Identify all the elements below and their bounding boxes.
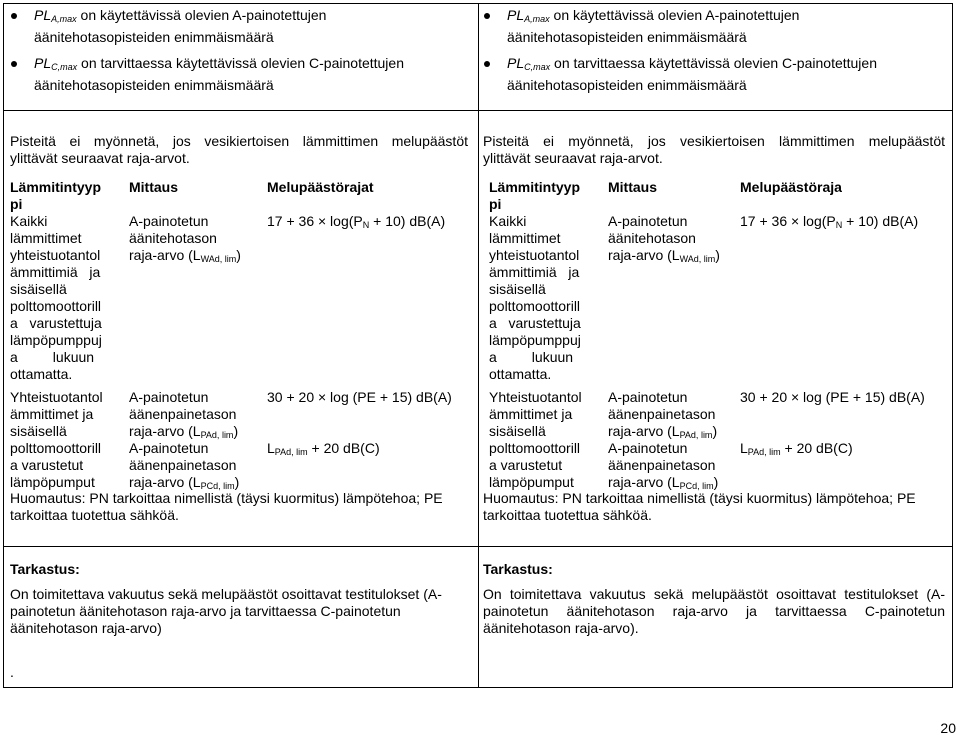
bullet-item: $PL_{C,max}$ on tarvittaessa käytettävissä olevien C-painotettujen äänitehotasopisteiden enimmäismäärä <box>4 55 474 94</box>
bullet-icon <box>484 61 490 67</box>
row2-type: Yhteistuotantol ämmittimet ja sisäisellä polttomoottorill a varustetut lämpöpumput <box>10 389 103 490</box>
check-title: Tarkastus: <box>10 561 80 577</box>
right-note: Huomautus: PN tarkoittaa nimellistä (täysi kuormitus) lämpötehoa; PE tarkoittaa tuotettua sähköä. <box>483 490 916 523</box>
row1-limit: $17 + 36 \times \log(P_N + 10)$ dB(A) <box>267 213 446 230</box>
bullet-item: $PL_{C,max}$ on tarvittaessa käytettävissä olevien C-painotettujen äänitehotasopisteiden enimmäismäärä <box>477 55 947 94</box>
col-header-type: Lämmitintyyp pi <box>10 179 102 212</box>
row-divider <box>4 110 952 111</box>
bullet-item: $PL_{A,max}$ on käytettävissä olevien A-painotettujen äänitehotasopisteiden enimmäismäärä <box>477 7 947 46</box>
left-limits-table <box>10 179 470 499</box>
col-header-measure: Mittaus <box>608 179 657 195</box>
right-limits-table <box>489 179 944 499</box>
row1-measure: A-painotetun äänitehotason raja-arvo $(L_{WAd, lim})$ <box>129 213 241 264</box>
row2-measure: A-painotetun äänenpainetason raja-arvo $(L_{PAd, lim})$ A-painotetun äänenpainetason raja-arvo $(L_{PCd, lim})$ <box>608 389 719 491</box>
row2-limit-c: $L_{PAd, lim} + 20$ dB(C) <box>740 440 853 457</box>
left-bullets <box>4 7 474 103</box>
row2-limit-a: 30 + 20 × log (PE + 15) dB(A) <box>267 389 452 405</box>
row1-measure: A-painotetun äänitehotason raja-arvo $(L_{WAd, lim})$ <box>608 213 720 264</box>
row1-type: Kaikki lämmittimet yhteistuotantol ämmittimiä ja sisäisellä polttomoottorill a varustettuja lämpöpumppuj a lukuun ottamatta. <box>489 213 581 382</box>
bullet-icon <box>484 13 490 19</box>
col-header-type: Lämmitintyyp pi <box>489 179 581 212</box>
row2-limit-a: 30 + 20 × log (PE + 15) dB(A) <box>740 389 925 405</box>
row2-measure: A-painotetun äänenpainetason raja-arvo $(L_{PAd, lim})$ A-painotetun äänenpainetason raja-arvo $(L_{PCd, lim})$ <box>129 389 240 491</box>
bullet-item: $PL_{A,max}$ on käytettävissä olevien A-painotettujen äänitehotasopisteiden enimmäismäärä <box>4 7 474 46</box>
row2-limit-c: $L_{PAd, lim} + 20$ dB(C) <box>267 440 380 457</box>
left-intro: Pisteitä ei myönnetä, jos vesikiertoisen lämmittimen melupäästöt ylittävät seuraavat raja-arvot. <box>10 133 468 166</box>
col-header-measure: Mittaus <box>129 179 178 195</box>
bullet-icon <box>11 61 17 67</box>
column-divider <box>478 4 479 687</box>
left-check: Tarkastus: On toimitettava vakuutus sekä melupäästöt osoittavat testitulokset (A- painotetun äänitehotason raja-arvo ja tarvittaessa C-painotetun äänitehotason raja-arvo) . <box>10 561 470 681</box>
right-bullets <box>477 7 947 103</box>
row1-type: Kaikki lämmittimet yhteistuotantol ämmittimiä ja sisäisellä polttomoottorill a varustettuja lämpöpumppuj a lukuun ottamatta. <box>10 213 102 382</box>
check-title: Tarkastus: <box>483 561 553 577</box>
col-header-limits: Melupäästörajat <box>267 179 374 195</box>
col-header-limits: Melupäästöraja <box>740 179 842 195</box>
right-intro: Pisteitä ei myönnetä, jos vesikiertoisen lämmittimen melupäästöt ylittävät seuraavat raja-arvot. <box>483 133 945 166</box>
row2-type: Yhteistuotantol ämmittimet ja sisäisellä polttomoottorill a varustetut lämpöpumput <box>489 389 582 490</box>
row-divider <box>4 546 952 547</box>
row1-limit: $17 + 36 \times \log(P_N + 10)$ dB(A) <box>740 213 919 230</box>
left-note: Huomautus: PN tarkoittaa nimellistä (täysi kuormitus) lämpötehoa; PE tarkoittaa tuotettua sähköä. <box>10 490 443 523</box>
right-check: Tarkastus: On toimitettava vakuutus sekä melupäästöt osoittavat testitulokset (A- painotetun äänitehotason raja-arvo ja tarvittaessa C-painotetun äänitehotason raja-arvo). <box>483 561 945 636</box>
bullet-icon <box>11 13 17 19</box>
page-number: 20 <box>940 720 956 736</box>
